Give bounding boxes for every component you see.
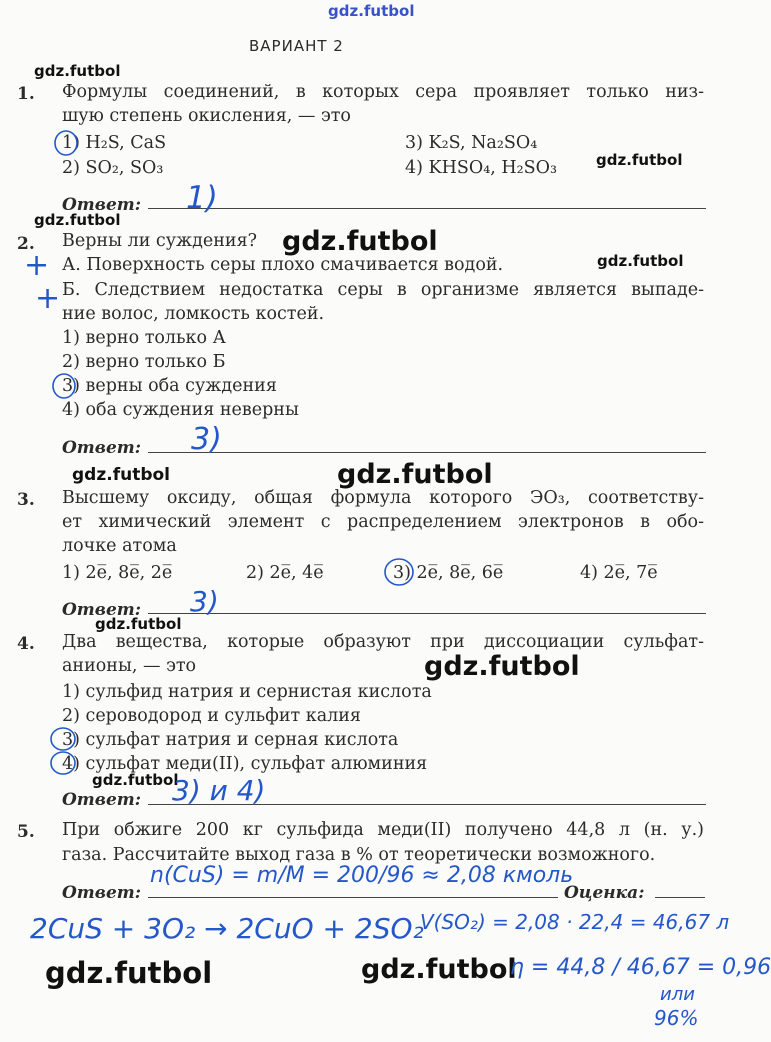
handwritten-percent: 96% <box>654 1006 699 1030</box>
question-text: анионы, — это <box>62 656 197 676</box>
question-number: 3. <box>17 490 35 510</box>
watermark-top: gdz.futbol <box>328 2 415 20</box>
watermark: gdz.futbol <box>596 151 683 169</box>
statement-b-cont: ние волос, ломкость костей. <box>62 304 325 324</box>
answer-label: Ответ: <box>62 438 142 458</box>
option: 2) SO₂, SO₃ <box>62 158 164 178</box>
question-text: Два вещества, которые образуют при диссоциации сульфат- <box>62 632 704 652</box>
question-text: При обжиге 200 кг сульфида меди(II) получено 44,8 л (н. у.) <box>62 820 704 840</box>
answer-label: Ответ: <box>62 883 142 903</box>
answer-line <box>148 452 706 453</box>
question-number: 2. <box>17 234 35 254</box>
question-text: Верны ли суждения? <box>62 231 257 251</box>
watermark: gdz.futbol <box>34 211 121 229</box>
option: 3) K₂S, Na₂SO₄ <box>405 133 538 153</box>
question-number: 4. <box>17 634 35 654</box>
question-text: лочке атома <box>62 536 177 556</box>
watermark: gdz.futbol <box>597 252 684 270</box>
option: 1) H₂S, CaS <box>62 133 167 153</box>
option: 1) сульфид натрия и сернистая кислота <box>62 682 432 702</box>
watermark: gdz.futbol <box>361 954 517 985</box>
answer-circle-mark <box>52 129 82 157</box>
question-text: Формулы соединений, в которых сера проявляет только низ- <box>62 82 704 102</box>
handwritten-yield: η = 44,8 / 46,67 = 0,96 <box>510 955 771 980</box>
handwritten-answer: 3) и 4) <box>172 774 266 807</box>
option: 1) верно только А <box>62 328 226 348</box>
page-title: ВАРИАНТ 2 <box>249 37 344 55</box>
option: 4) оба суждения неверны <box>62 400 299 420</box>
answer-circle-mark <box>48 749 80 777</box>
grade-line <box>655 897 705 898</box>
watermark: gdz.futbol <box>72 465 170 485</box>
option: 2) сероводород и сульфит калия <box>62 706 361 726</box>
handwritten-plus-mark: + <box>24 248 50 283</box>
watermark: gdz.futbol <box>424 651 580 682</box>
question-text: газа. Рассчитайте выход газа в % от теоретически возможного. <box>62 845 656 865</box>
answer-label: Ответ: <box>62 600 142 620</box>
handwritten-or: или <box>660 984 695 1005</box>
option: 1) 2e̅, 8e̅, 2e̅ <box>62 563 173 583</box>
option: 2) 2e̅, 4e̅ <box>246 563 324 583</box>
answer-line <box>148 613 706 614</box>
statement-a: А. Поверхность серы плохо смачивается водой. <box>62 255 504 275</box>
handwritten-answer: 1) <box>186 180 218 216</box>
option: 2) верно только Б <box>62 352 226 372</box>
watermark: gdz.futbol <box>95 615 182 633</box>
question-text: шую степень окисления, — это <box>62 106 351 126</box>
answer-circle-mark <box>50 372 80 400</box>
grade-label: Оценка: <box>564 883 645 903</box>
watermark: gdz.futbol <box>282 226 438 257</box>
handwritten-plus-mark: + <box>35 281 61 316</box>
question-text: Высшему оксиду, общая формула которого ЭО₃, соответству- <box>62 488 704 508</box>
option: 4) сульфат меди(II), сульфат алюминия <box>62 754 428 774</box>
option: 3) сульфат натрия и серная кислота <box>62 730 399 750</box>
option: 4) 2e̅, 7e̅ <box>580 563 658 583</box>
watermark: gdz.futbol <box>92 771 179 789</box>
answer-label: Ответ: <box>62 790 142 810</box>
question-text: ет химический элемент с распределением электронов в обо- <box>62 512 704 532</box>
option: 4) KHSO₄, H₂SO₃ <box>405 158 557 178</box>
answer-line <box>148 208 706 209</box>
handwritten-answer: 3) <box>190 585 219 618</box>
handwritten-equation: 2CuS + 3O₂ → 2CuO + 2SO₂ <box>30 912 424 945</box>
option: 3) верны оба суждения <box>62 376 277 396</box>
watermark: gdz.futbol <box>34 62 121 80</box>
handwritten-volume: V(SO₂) = 2,08 · 22,4 = 46,67 л <box>420 910 730 934</box>
statement-b: Б. Следствием недостатка серы в организме является выпаде- <box>62 280 704 300</box>
handwritten-calculation: n(CuS) = m/M = 200/96 ≈ 2,08 кмоль <box>150 863 574 888</box>
option: 3) 2e̅, 8e̅, 6e̅ <box>393 563 504 583</box>
answer-line <box>148 897 558 898</box>
watermark: gdz.futbol <box>45 956 213 990</box>
watermark: gdz.futbol <box>337 459 493 490</box>
question-number: 1. <box>17 84 35 104</box>
answer-label: Ответ: <box>62 195 142 215</box>
question-number: 5. <box>17 822 35 842</box>
answer-circle-mark <box>382 556 418 588</box>
handwritten-answer: 3) <box>191 422 222 457</box>
